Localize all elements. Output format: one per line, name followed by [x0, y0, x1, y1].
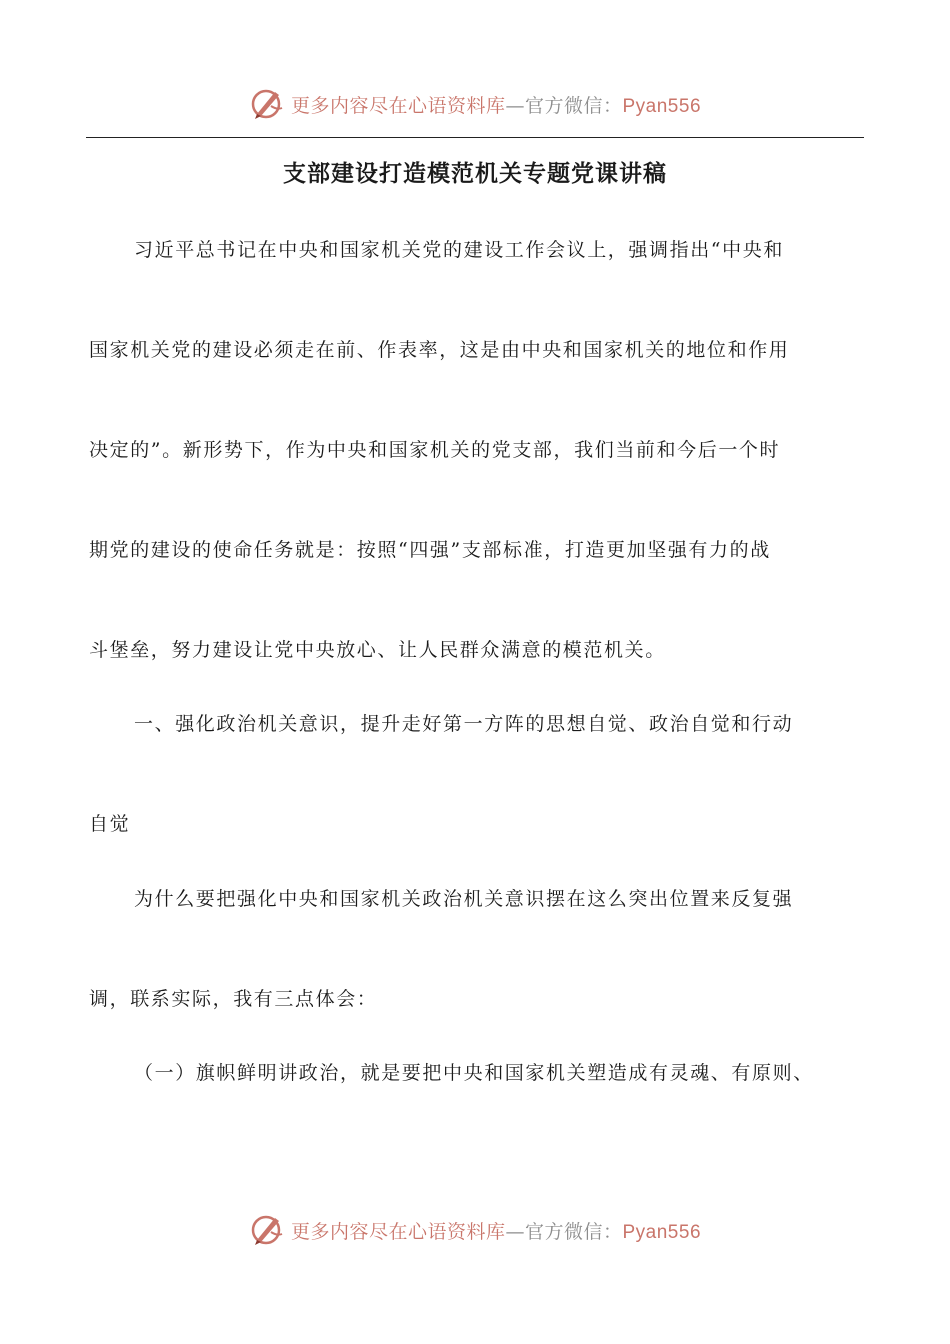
- watermark-part1: 更多内容尽在心语资料库: [290, 1220, 506, 1243]
- section-heading-line: 自觉: [89, 813, 131, 835]
- body-line: 调，联系实际，我有三点体会：: [89, 988, 378, 1010]
- footer-watermark: [0, 1210, 950, 1250]
- pen-logo-icon: [249, 1212, 285, 1248]
- body-line: 国家机关党的建设必须走在前、作表率，这是由中央和国家机关的地位和作用: [89, 339, 790, 361]
- body-line: 斗堡垒，努力建设让党中央放心、让人民群众满意的模范机关。: [89, 639, 666, 661]
- header-divider: [86, 137, 864, 138]
- section-heading-line: 一、强化政治机关意识，提升走好第一方阵的思想自觉、政治自觉和行动: [134, 713, 794, 735]
- body-line: 决定的”。新形势下，作为中央和国家机关的党支部，我们当前和今后一个时: [89, 439, 781, 461]
- watermark-part3: Pyan556: [622, 95, 702, 117]
- watermark-part2: —官方微信：: [505, 94, 623, 117]
- watermark-text: [291, 1217, 701, 1244]
- document-title: 支部建设打造模范机关专题党课讲稿: [283, 160, 667, 187]
- subsection-line: （一）旗帜鲜明讲政治，就是要把中央和国家机关塑造成有灵魂、有原则、: [134, 1062, 814, 1084]
- watermark-part3: Pyan556: [622, 1221, 702, 1243]
- watermark-part1: 更多内容尽在心语资料库: [290, 94, 506, 117]
- body-line: 为什么要把强化中央和国家机关政治机关意识摆在这么突出位置来反复强: [134, 888, 794, 910]
- watermark-part2: —官方微信：: [505, 1220, 623, 1243]
- watermark-text: [291, 91, 701, 118]
- header-watermark: [0, 84, 950, 124]
- pen-logo-icon: [249, 86, 285, 122]
- body-line: 期党的建设的使命任务就是：按照“四强”支部标准，打造更加坚强有力的战: [89, 539, 771, 561]
- body-line: 习近平总书记在中央和国家机关党的建设工作会议上，强调指出“中央和: [134, 239, 784, 261]
